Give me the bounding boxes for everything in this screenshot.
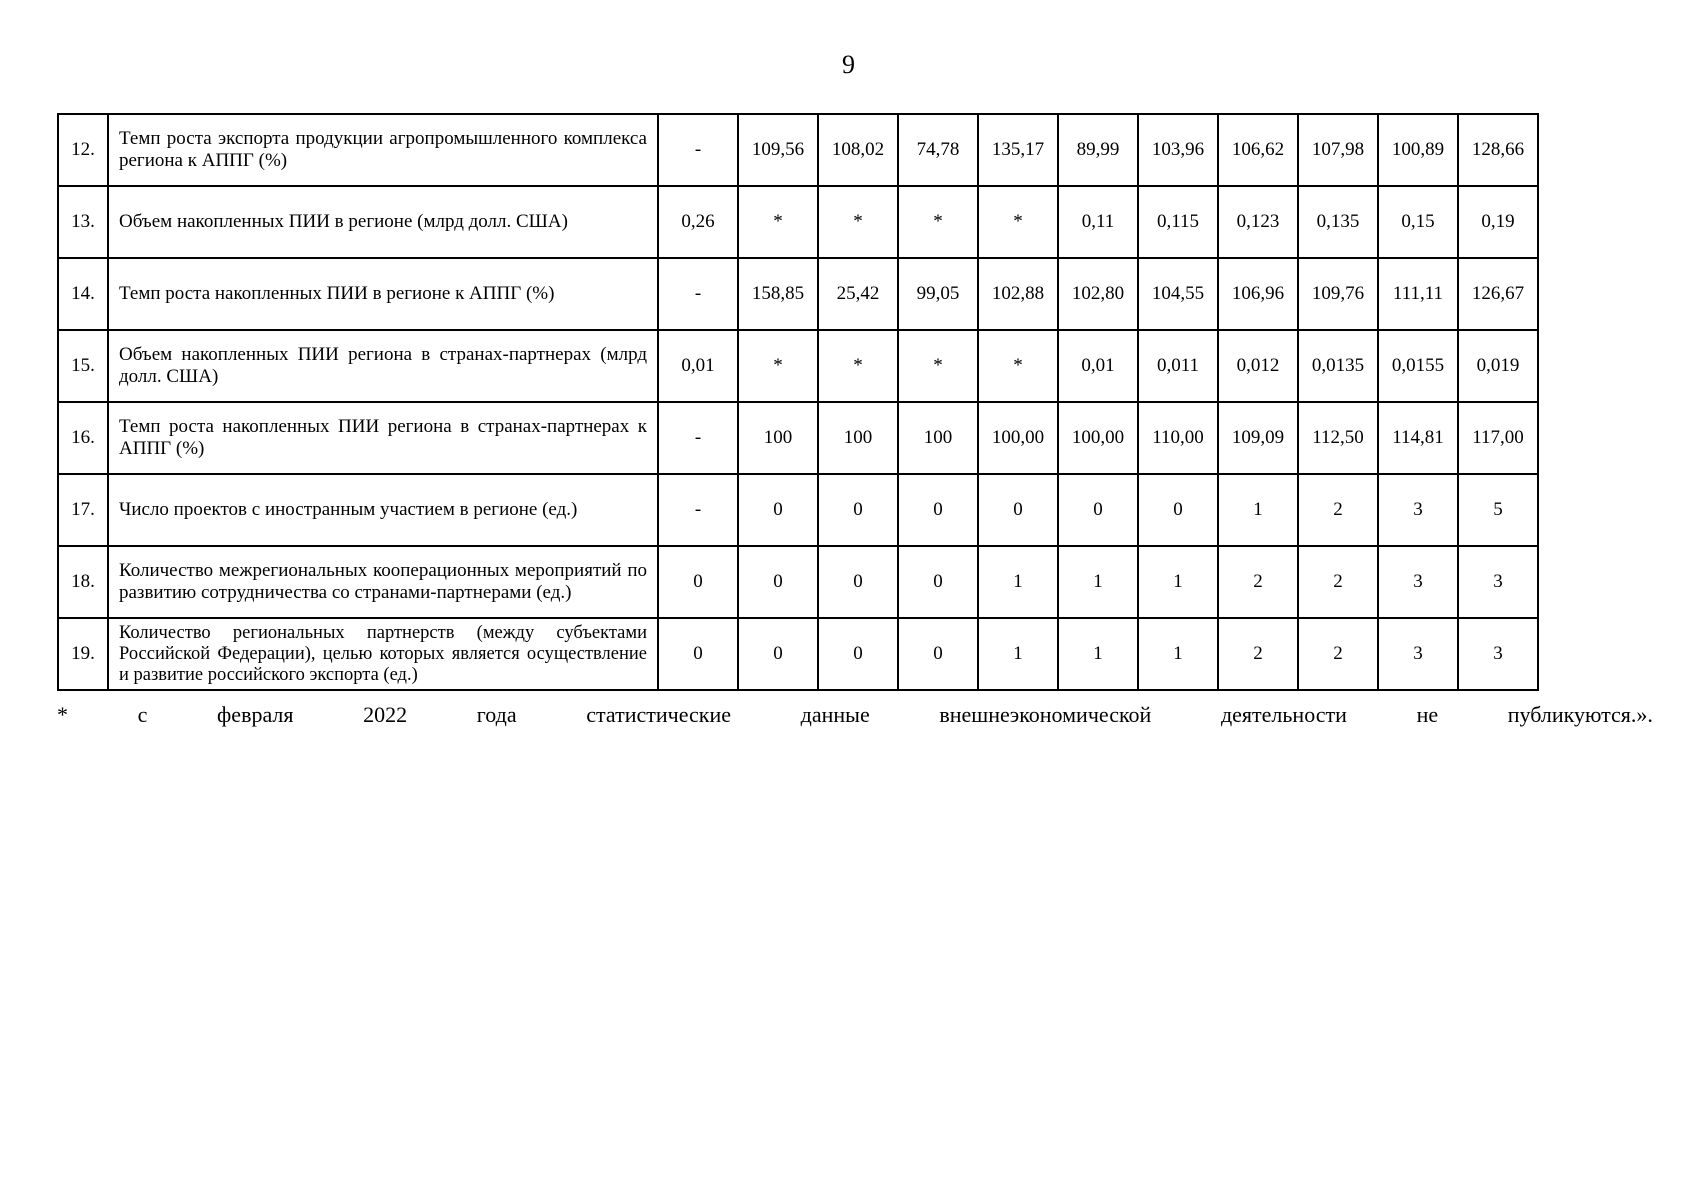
indicator-value-cell: 0,19 [1458, 186, 1538, 258]
table-row [58, 474, 1538, 546]
row-number: 18. [58, 546, 108, 618]
indicator-value-cell: 0 [818, 546, 898, 618]
indicator-name: Темп роста накопленных ПИИ региона в странах-партнерах к АППГ (%) [108, 402, 658, 474]
indicator-value-cell: - [658, 114, 738, 186]
footnote-word: статистические [586, 702, 732, 727]
indicator-value-cell: 2 [1218, 618, 1298, 690]
indicator-name: Темп роста накопленных ПИИ в регионе к АППГ (%) [108, 258, 658, 330]
indicator-value-cell: 0 [738, 618, 818, 690]
indicator-value-cell: 3 [1458, 546, 1538, 618]
footnote-word: данные [800, 702, 870, 727]
indicator-value-cell: 100,00 [978, 402, 1058, 474]
footnote [57, 702, 1653, 728]
indicator-value-cell: 0 [818, 474, 898, 546]
table-row [58, 186, 1538, 258]
indicator-value-cell: 2 [1298, 618, 1378, 690]
footnote-word: внешнеэкономической [939, 702, 1152, 727]
indicator-name: Число проектов с иностранным участием в регионе (ед.) [108, 474, 658, 546]
indicator-value-cell: 106,96 [1218, 258, 1298, 330]
indicator-value-cell: 102,88 [978, 258, 1058, 330]
indicator-value-cell: 100,89 [1378, 114, 1458, 186]
indicator-name: Темп роста экспорта продукции агропромышленного комплекса региона к АППГ (%) [108, 114, 658, 186]
indicator-value-cell: * [818, 186, 898, 258]
indicator-value-cell: 74,78 [898, 114, 978, 186]
indicator-value-cell: 110,00 [1138, 402, 1218, 474]
footnote-word: не [1416, 702, 1439, 727]
indicator-value-cell: 0 [738, 546, 818, 618]
footnote-word: деятельности [1220, 702, 1347, 727]
indicator-value-cell: 2 [1298, 474, 1378, 546]
indicator-value-cell: 3 [1458, 618, 1538, 690]
indicator-value-cell: 106,62 [1218, 114, 1298, 186]
indicator-name: Объем накопленных ПИИ региона в странах-партнерах (млрд долл. США) [108, 330, 658, 402]
indicator-value-cell: 0 [1058, 474, 1138, 546]
indicator-value-cell: 1 [1058, 618, 1138, 690]
indicator-name: Объем накопленных ПИИ в регионе (млрд долл. США) [108, 186, 658, 258]
indicator-value-cell: 0 [818, 618, 898, 690]
row-number: 19. [58, 618, 108, 690]
indicator-value-cell: 104,55 [1138, 258, 1218, 330]
indicator-value-cell: 109,76 [1298, 258, 1378, 330]
indicator-value-cell: - [658, 258, 738, 330]
indicator-value-cell: 135,17 [978, 114, 1058, 186]
indicator-value-cell: 99,05 [898, 258, 978, 330]
indicator-value-cell: 100 [818, 402, 898, 474]
indicator-value-cell: 0,15 [1378, 186, 1458, 258]
indicator-value-cell: 5 [1458, 474, 1538, 546]
indicator-value-cell: 102,80 [1058, 258, 1138, 330]
indicator-value-cell: 89,99 [1058, 114, 1138, 186]
indicator-value-cell: 128,66 [1458, 114, 1538, 186]
indicator-value-cell: 0 [658, 546, 738, 618]
indicator-value-cell: 0 [898, 474, 978, 546]
indicator-value-cell: 1 [1058, 546, 1138, 618]
row-number: 16. [58, 402, 108, 474]
indicator-value-cell: 111,11 [1378, 258, 1458, 330]
indicator-value-cell: 25,42 [818, 258, 898, 330]
footnote-word: * [57, 702, 68, 727]
footnote-word: 2022 [363, 702, 408, 727]
indicator-value-cell: 1 [978, 546, 1058, 618]
indicator-value-cell: 112,50 [1298, 402, 1378, 474]
indicator-value-cell: 1 [978, 618, 1058, 690]
indicator-value-cell: 100 [898, 402, 978, 474]
indicator-value-cell: * [818, 330, 898, 402]
indicator-value-cell: 108,02 [818, 114, 898, 186]
indicator-value-cell: 0,0155 [1378, 330, 1458, 402]
indicator-value-cell: 1 [1138, 618, 1218, 690]
indicator-value-cell: * [738, 186, 818, 258]
indicator-value-cell: 114,81 [1378, 402, 1458, 474]
indicator-value-cell: * [738, 330, 818, 402]
indicator-value-cell: 0,012 [1218, 330, 1298, 402]
indicator-value-cell: 0,11 [1058, 186, 1138, 258]
indicator-value-cell: 107,98 [1298, 114, 1378, 186]
row-number: 12. [58, 114, 108, 186]
indicator-value-cell: - [658, 402, 738, 474]
indicator-value-cell: 0,135 [1298, 186, 1378, 258]
row-number: 17. [58, 474, 108, 546]
indicator-value-cell: 126,67 [1458, 258, 1538, 330]
table-row [58, 258, 1538, 330]
indicator-value-cell: 0,115 [1138, 186, 1218, 258]
indicator-value-cell: 1 [1218, 474, 1298, 546]
indicator-value-cell: 103,96 [1138, 114, 1218, 186]
footnote-word: с [137, 702, 148, 727]
footnote-word: публикуются.». [1507, 702, 1653, 727]
indicator-value-cell: 0 [978, 474, 1058, 546]
indicator-value-cell: 100,00 [1058, 402, 1138, 474]
indicator-value-cell: 0,019 [1458, 330, 1538, 402]
table-row [58, 618, 1538, 690]
indicator-name: Количество региональных партнерств (между субъектами Российской Федерации), целью которых является осуществление и развитие российского экспорта (ед.) [108, 618, 658, 690]
indicator-value-cell: 0 [898, 618, 978, 690]
indicator-value-cell: 0,0135 [1298, 330, 1378, 402]
footnote-word: февраля [217, 702, 294, 727]
row-number: 14. [58, 258, 108, 330]
indicator-value-cell: 1 [1138, 546, 1218, 618]
indicator-value-cell: 0 [738, 474, 818, 546]
indicator-value-cell: 0,011 [1138, 330, 1218, 402]
indicator-value-cell: * [978, 330, 1058, 402]
indicator-value-cell: 0 [658, 618, 738, 690]
indicator-value-cell: 3 [1378, 546, 1458, 618]
row-number: 15. [58, 330, 108, 402]
indicator-value-cell: 3 [1378, 474, 1458, 546]
indicator-value-cell: 0,01 [658, 330, 738, 402]
indicator-value-cell: 0,26 [658, 186, 738, 258]
row-number: 13. [58, 186, 108, 258]
table-row [58, 402, 1538, 474]
indicator-value-cell: 0,123 [1218, 186, 1298, 258]
indicator-value-cell: 0,01 [1058, 330, 1138, 402]
indicator-value-cell: * [978, 186, 1058, 258]
indicator-value-cell: 3 [1378, 618, 1458, 690]
indicator-value-cell: 0 [898, 546, 978, 618]
indicator-value-cell: - [658, 474, 738, 546]
indicator-value-cell: 158,85 [738, 258, 818, 330]
indicator-value-cell: 109,56 [738, 114, 818, 186]
indicator-value-cell: 0 [1138, 474, 1218, 546]
indicator-value-cell: 117,00 [1458, 402, 1538, 474]
indicator-value-cell: * [898, 330, 978, 402]
table-row [58, 330, 1538, 402]
indicator-value-cell: 2 [1218, 546, 1298, 618]
indicator-name: Количество межрегиональных кооперационных мероприятий по развитию сотрудничества со странами-партнерами (ед.) [108, 546, 658, 618]
table-row [58, 114, 1538, 186]
indicator-value-cell: 109,09 [1218, 402, 1298, 474]
indicator-value-cell: * [898, 186, 978, 258]
indicator-value-cell: 2 [1298, 546, 1378, 618]
indicators-table [57, 113, 1539, 691]
footnote-word: года [476, 702, 517, 727]
table-row [58, 546, 1538, 618]
indicator-value-cell: 100 [738, 402, 818, 474]
page-number: 9 [842, 50, 855, 79]
